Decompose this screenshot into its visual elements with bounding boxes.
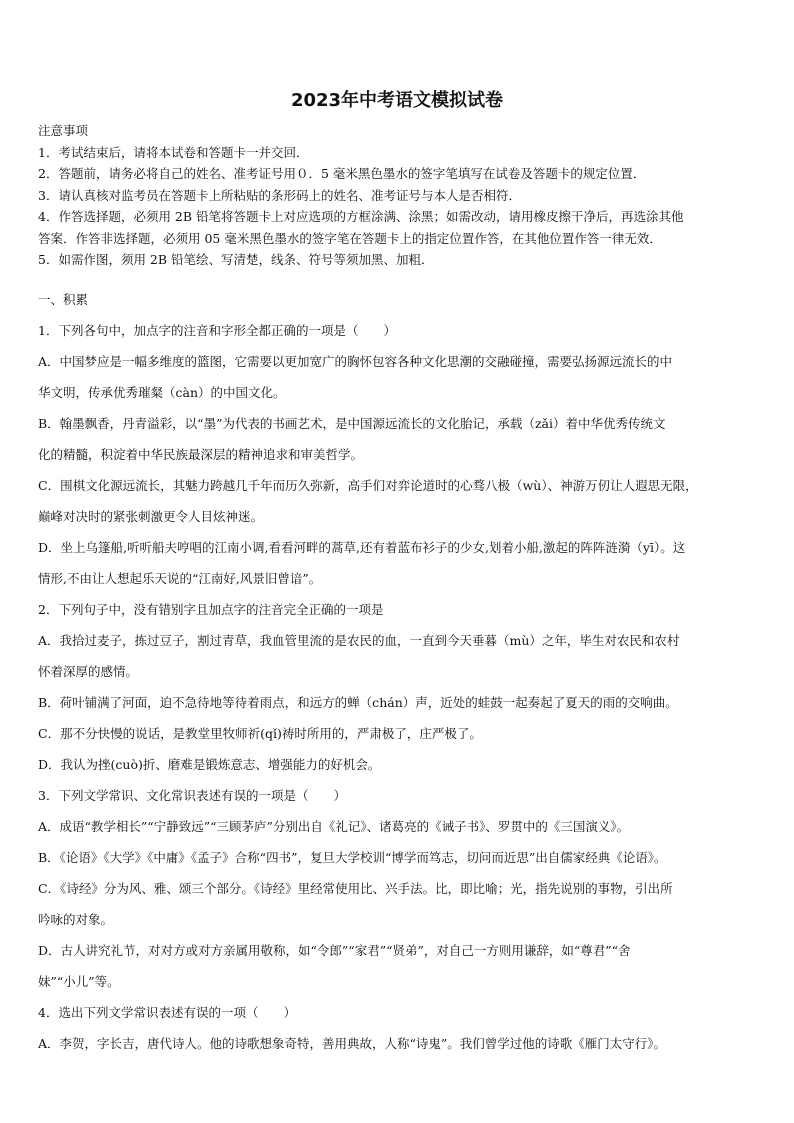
notice-line: 答案．作答非选择题，必须用 05 毫米黑色墨水的签字笔在答题卡上的指定位置作答，在其他位置作答一律无效． xyxy=(38,230,662,246)
notice-heading: 注意事项 xyxy=(38,123,89,138)
question-line: 妹”“小儿”等。 xyxy=(38,974,120,989)
notice-line: 4．作答选择题，必须用 2B 铅笔将答题卡上对应选项的方框涂满、涂黑；如需改动，请用橡皮擦干净后，再选涂其他 xyxy=(38,209,684,224)
notice-line: 2．答题前，请务必将自己的姓名、准考证号用０．5 毫米黑色墨水的签字笔填写在试卷及答题卡的规定位置． xyxy=(38,166,646,181)
questions-section xyxy=(38,284,758,1059)
question-line: A．我拾过麦子，拣过豆子，割过青草，我血管里流的是农民的血，一直到今天垂暮（mù）之年，毕生对农民和农村 xyxy=(38,633,680,648)
notice-line: 5．如需作图，须用 2B 铅笔绘、写清楚，线条、符号等须加黑、加粗． xyxy=(38,252,434,267)
question-line: 吟咏的对象。 xyxy=(38,912,114,927)
question-line: 怀着深厚的感情。 xyxy=(38,664,139,679)
question-line: A．李贺，字长吉，唐代诗人。他的诗歌想象奇特，善用典故，人称“诗鬼”。我们曾学过他的诗歌《雁门太守行》。 xyxy=(38,1036,667,1051)
question-line: 情形,不由让人想起乐天说的“江南好,风景旧曾谙”。 xyxy=(38,571,322,586)
question-line: D．我认为挫(cuò)折、磨难是锻炼意志、增强能力的好机会。 xyxy=(38,757,381,772)
notice-line: 3．请认真核对监考员在答题卡上所粘贴的条形码上的姓名、准考证号与本人是否相符． xyxy=(38,187,521,203)
question-line: 巅峰对决时的紧张刺激更令人目炫神迷。 xyxy=(38,509,264,524)
question-line: B．荷叶铺满了河面，迫不急待地等待着雨点，和远方的蝉（chán）声，近处的蛙鼓一起奏起了夏天的雨的交响曲。 xyxy=(38,695,678,710)
question-line: D．古人讲究礼节，对对方或对方亲属用敬称，如“令郎”“家君”“贤弟”，对自己一方则用谦辞，如“尊君”“舍 xyxy=(38,943,631,958)
question-line: B．翰墨飘香，丹青溢彩，以“墨”为代表的书画艺术，是中国源远流长的文化胎记，承载（zǎi）着中华优秀传统文 xyxy=(38,416,666,431)
question-line: 2．下列句子中，没有错别字且加点字的注音完全正确的一项是 xyxy=(38,602,384,617)
question-line: 4．选出下列文学常识表述有误的一项（ ） xyxy=(38,1005,296,1020)
exam-title: 2023年中考语文模拟试卷 xyxy=(290,90,504,111)
notice-section xyxy=(38,120,758,271)
question-line: 华文明，传承优秀璀粲（càn）的中国文化。 xyxy=(38,385,286,400)
question-line: C．围棋文化源远流长，其魅力跨越几千年而历久弥新，高手们对弈论道时的心骛八极（wù）、神游万仞让人遐思无限， xyxy=(38,478,698,493)
question-line: C．那不分快慢的说话，是教堂里牧师祈(qǐ)祷时所用的，严肃极了，庄严极了。 xyxy=(38,726,482,741)
notice-line: 1．考试结束后，请将本试卷和答题卡一并交回． xyxy=(38,144,309,160)
question-line: D．坐上乌篷船,听听船夫哼唱的江南小调,看看河畔的蒿草,还有着蓝布衫子的少女,划着小船,激起的阵阵涟漪（yī）。这 xyxy=(38,540,686,555)
question-line: A．中国梦应是一幅多维度的篮图，它需要以更加宽广的胸怀包容各种文化思潮的交融碰撞，需要弘扬源远流长的中 xyxy=(38,354,673,369)
question-line: B．《论语》《大学》《中庸》《孟子》合称“四书”，复旦大学校训“博学而笃志，切问而近思”出自儒家经典《论语》。 xyxy=(38,850,667,865)
question-line: 3．下列文学常识、文化常识表述有误的一项是（ ） xyxy=(38,788,346,803)
section-heading: 一、积累 xyxy=(38,292,89,307)
question-line: C．《诗经》分为风、雅、颂三个部分。《诗经》里经常使用比、兴手法。比，即比喻；光，指先说别的事物，引出所 xyxy=(38,881,673,896)
question-line: A．成语“教学相长”“宁静致远”“三顾茅庐”分别出自《礼记》、诸葛亮的《诫子书》、罗贯中的《三国演义》。 xyxy=(38,819,630,834)
question-line: 化的精髓，积淀着中华民族最深层的精神追求和审美哲学。 xyxy=(38,447,364,462)
question-line: 1．下列各句中，加点字的注音和字形全都正确的一项是（ ） xyxy=(38,323,396,338)
